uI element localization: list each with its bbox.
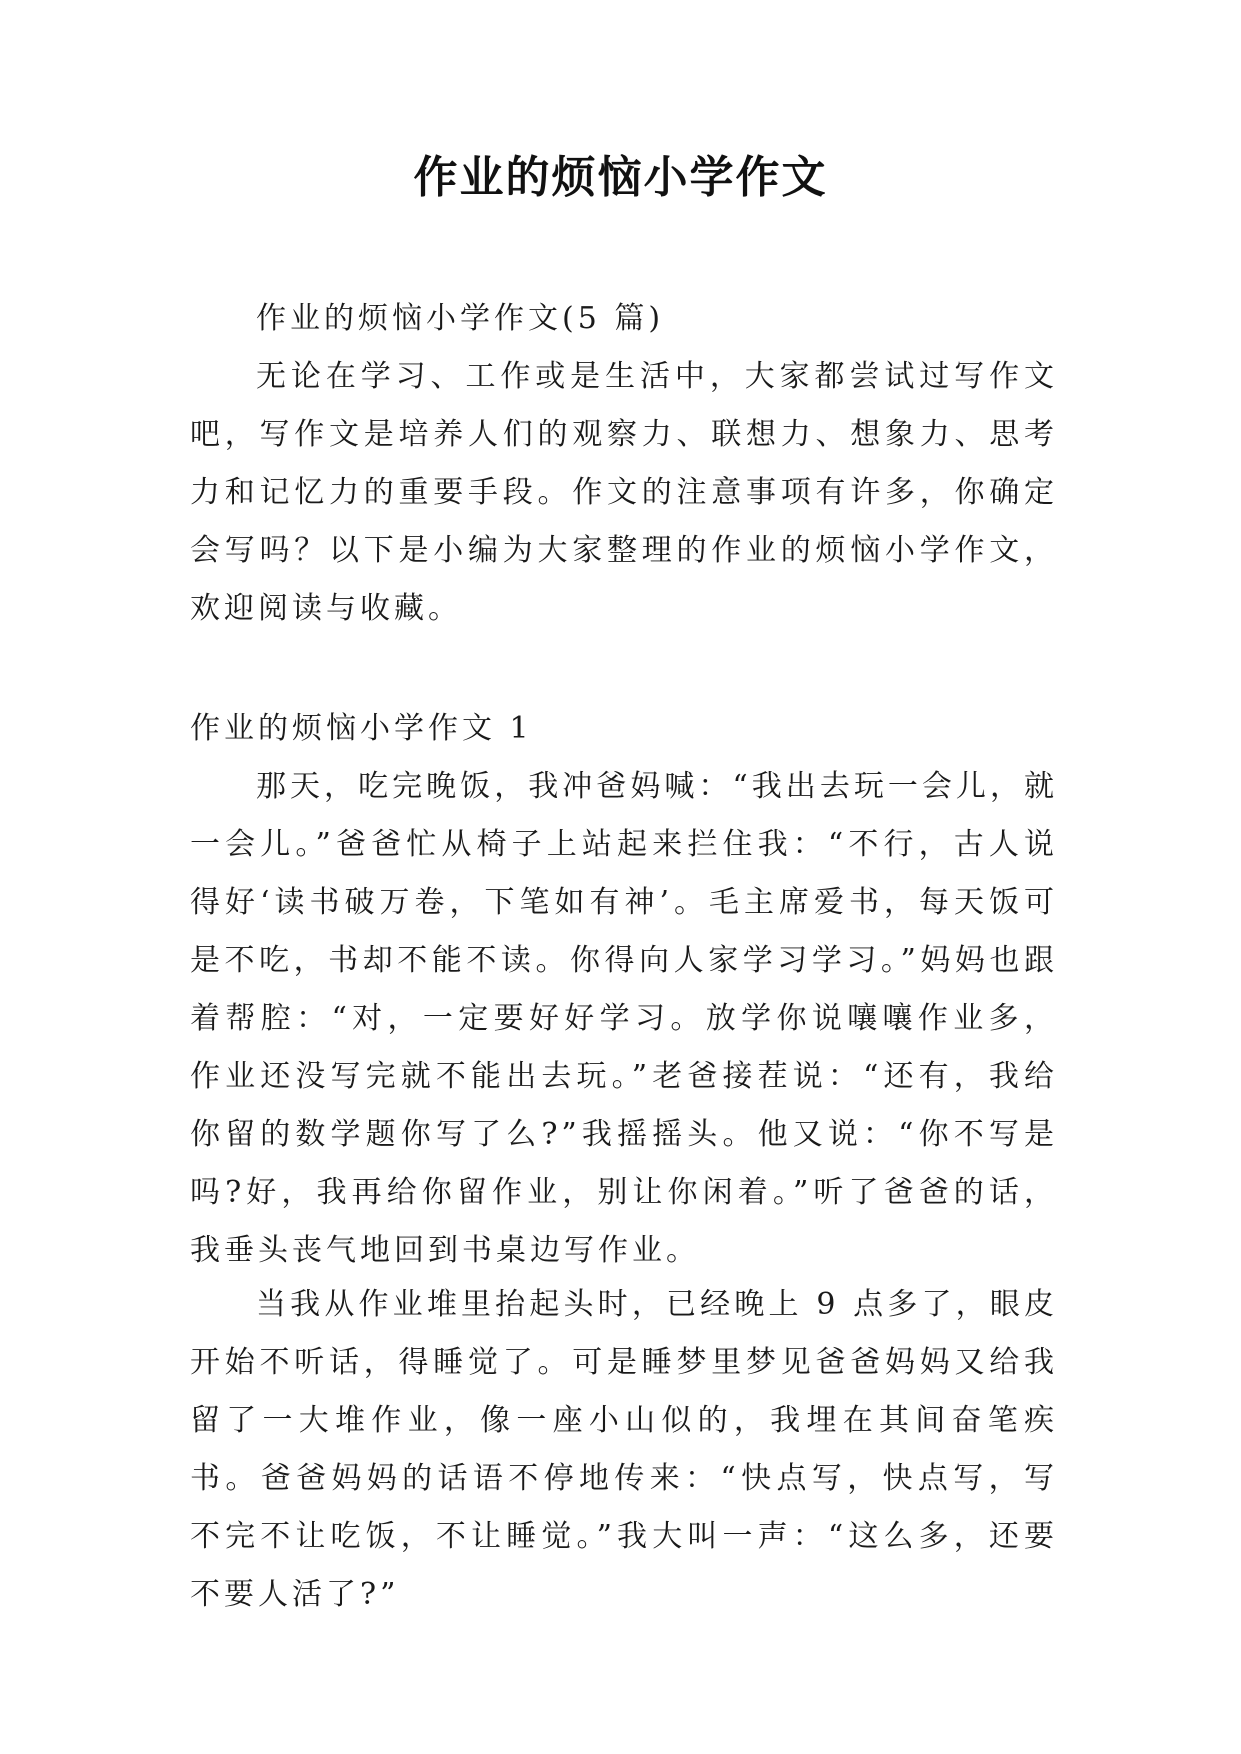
document-title: 作业的烦恼小学作文: [413, 152, 828, 203]
section-heading: 作业的烦恼小学作文 1: [190, 711, 533, 746]
essay-paragraph-1: 那天，吃完晚饭，我冲爸妈喊：“我出去玩一会儿，就一会儿。”爸爸忙从椅子上站起来拦住我：“不行，古人说得好‘读书破万卷，下笔如有神’。毛主席爱书，每天饭可是不吃，书却不能不读。你得向人家学习学习。”妈妈也跟着帮腔：“对，一定要好好学习。放学你说嚷嚷作业多，作业还没写完就不能出去玩。”老爸接茬说：“还有，我给你留的数学题你写了么?”我摇摇头。他又说：“你不写是吗?好，我再给你留作业，别让你闲着。”听了爸爸的话，我垂头丧气地回到书桌边写作业。: [190, 769, 1058, 1268]
document-subtitle: 作业的烦恼小学作文(5 篇): [256, 301, 665, 336]
intro-paragraph: 无论在学习、工作或是生活中，大家都尝试过写作文吧，写作文是培养人们的观察力、联想力、想象力、思考力和记忆力的重要手段。作文的注意事项有许多，你确定会写吗？以下是小编为大家整理的作业的烦恼小学作文，欢迎阅读与收藏。: [190, 359, 1058, 626]
essay-paragraph-2: 当我从作业堆里抬起头时，已经晚上 9 点多了，眼皮开始不听话，得睡觉了。可是睡梦里梦见爸爸妈妈又给我留了一大堆作业，像一座小山似的，我埋在其间奋笔疾书。爸爸妈妈的话语不停地传来：“快点写，快点写，写不完不让吃饭，不让睡觉。”我大叫一声：“这么多，还要不要人活了?”: [190, 1287, 1058, 1612]
